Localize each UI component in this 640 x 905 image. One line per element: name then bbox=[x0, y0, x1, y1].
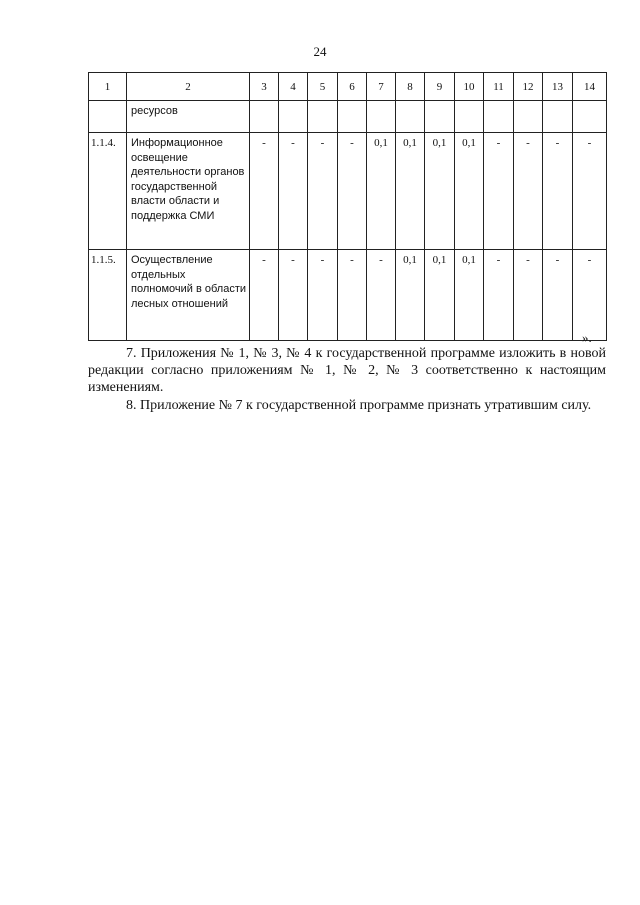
header-cell: 13 bbox=[543, 73, 573, 101]
value-cell: - bbox=[543, 133, 573, 250]
budget-table bbox=[88, 72, 607, 341]
value-cell: - bbox=[573, 250, 607, 341]
row-number-cell: 1.1.5. bbox=[89, 250, 127, 341]
closing-quote-mark: ». bbox=[582, 330, 592, 345]
header-cell: 1 bbox=[89, 73, 127, 101]
value-cell bbox=[573, 101, 607, 133]
value-cell: - bbox=[543, 250, 573, 341]
paragraph-8: 8. Приложение № 7 к государственной программе признать утратившим силу. bbox=[126, 398, 592, 413]
value-cell: - bbox=[308, 250, 338, 341]
header-cell: 5 bbox=[308, 73, 338, 101]
value-cell: - bbox=[279, 250, 308, 341]
value-cell bbox=[338, 101, 367, 133]
row-name-cell: Информационное освещение деятельности органов государственной власти области и поддержка СМИ bbox=[127, 133, 250, 250]
header-cell: 14 bbox=[573, 73, 607, 101]
value-cell: - bbox=[338, 133, 367, 250]
paragraph-7: 7. Приложения № 1, № 3, № 4 к государственной программе изложить в новой редакции согласно приложениям № 1, № 2, № 3 соответственно к настоящим изменениям. bbox=[88, 346, 606, 395]
value-cell bbox=[543, 101, 573, 133]
value-cell bbox=[250, 101, 279, 133]
value-cell bbox=[484, 101, 514, 133]
value-cell: - bbox=[514, 250, 543, 341]
value-cell bbox=[279, 101, 308, 133]
page-number: 24 bbox=[313, 44, 327, 59]
value-cell: - bbox=[484, 250, 514, 341]
header-cell: 12 bbox=[514, 73, 543, 101]
value-cell: 0,1 bbox=[396, 250, 425, 341]
header-cell: 10 bbox=[455, 73, 484, 101]
table-header-row bbox=[89, 73, 607, 101]
value-cell: 0,1 bbox=[367, 133, 396, 250]
value-cell bbox=[514, 101, 543, 133]
value-cell bbox=[308, 101, 338, 133]
header-cell: 2 bbox=[127, 73, 250, 101]
value-cell bbox=[367, 101, 396, 133]
value-cell: 0,1 bbox=[455, 250, 484, 341]
row-number-cell: 1.1.4. bbox=[89, 133, 127, 250]
value-cell: - bbox=[514, 133, 543, 250]
value-cell: - bbox=[308, 133, 338, 250]
row-name-cell: ресурсов bbox=[127, 101, 250, 133]
value-cell: - bbox=[484, 133, 514, 250]
value-cell bbox=[425, 101, 455, 133]
row-number-cell bbox=[89, 101, 127, 133]
value-cell bbox=[455, 101, 484, 133]
value-cell: - bbox=[250, 133, 279, 250]
value-cell: 0,1 bbox=[425, 250, 455, 341]
table-row bbox=[89, 101, 607, 133]
table-row bbox=[89, 133, 607, 250]
row-name-cell: Осуществление отдельных полномочий в области лесных отношений bbox=[127, 250, 250, 341]
value-cell: - bbox=[279, 133, 308, 250]
header-cell: 7 bbox=[367, 73, 396, 101]
header-cell: 9 bbox=[425, 73, 455, 101]
header-cell: 11 bbox=[484, 73, 514, 101]
value-cell bbox=[396, 101, 425, 133]
value-cell: - bbox=[367, 250, 396, 341]
value-cell: 0,1 bbox=[455, 133, 484, 250]
header-cell: 4 bbox=[279, 73, 308, 101]
header-cell: 6 bbox=[338, 73, 367, 101]
header-cell: 8 bbox=[396, 73, 425, 101]
header-cell: 3 bbox=[250, 73, 279, 101]
value-cell: - bbox=[250, 250, 279, 341]
value-cell: 0,1 bbox=[396, 133, 425, 250]
value-cell: 0,1 bbox=[425, 133, 455, 250]
table-row bbox=[89, 250, 607, 341]
value-cell: - bbox=[573, 133, 607, 250]
value-cell: - bbox=[338, 250, 367, 341]
